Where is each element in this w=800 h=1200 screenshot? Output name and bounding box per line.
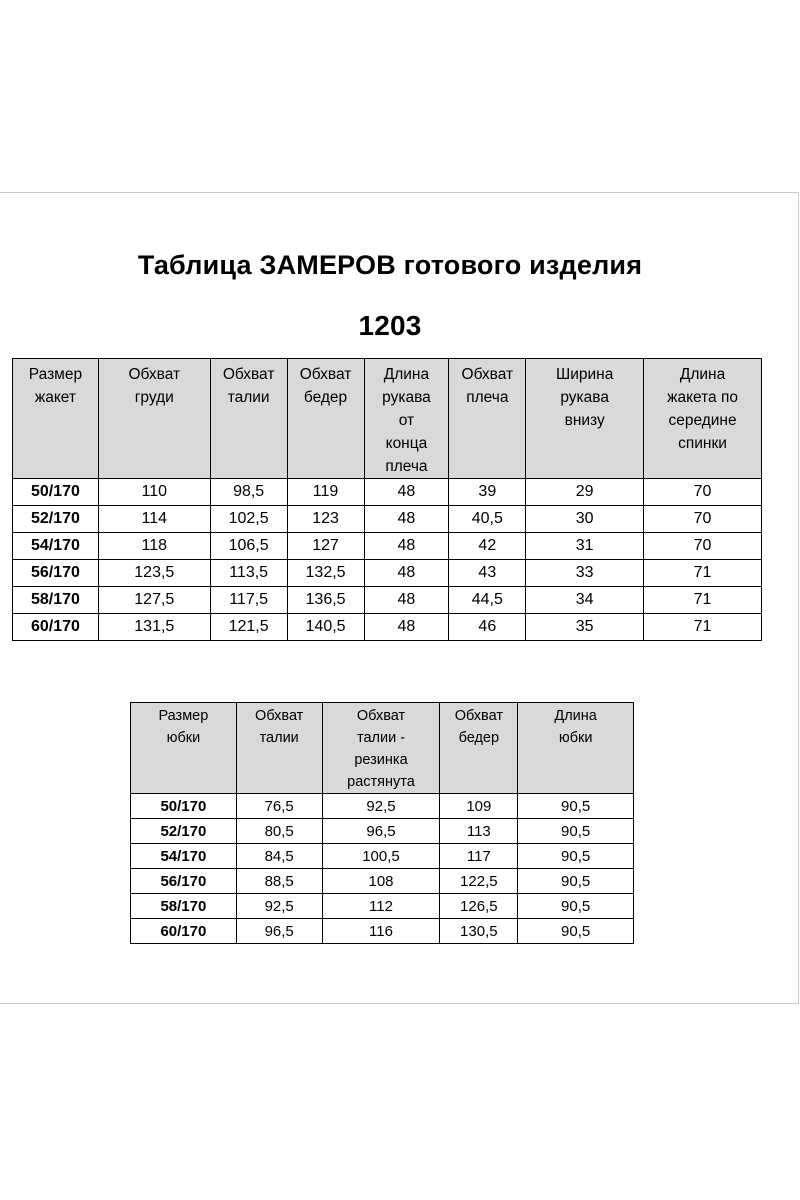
jacket-value-cell: 106,5 [210,533,287,560]
table-row [13,506,762,533]
jacket-value-cell: 136,5 [287,587,364,614]
jacket-value-cell: 70 [644,506,762,533]
jacket-value-cell: 132,5 [287,560,364,587]
jacket-header-line: Обхват [299,366,352,383]
skirt-header-cell [518,703,634,794]
jacket-header-line: спинки [678,435,727,452]
jacket-header-line: плеча [466,389,509,406]
skirt-header-cell [322,703,440,794]
jacket-header-line: середине [668,412,737,429]
skirt-size-cell: 52/170 [131,819,237,844]
model-number: 1203 [358,310,422,341]
table-row [131,794,634,819]
jacket-header-cell [364,359,449,479]
jacket-header-cell [210,359,287,479]
skirt-value-cell: 92,5 [236,894,322,919]
jacket-value-cell: 43 [449,560,526,587]
skirt-value-cell: 109 [440,794,518,819]
skirt-value-cell: 96,5 [236,919,322,944]
jacket-header-line: Размер [28,366,83,383]
jacket-value-cell: 48 [364,506,449,533]
skirt-header-cell [236,703,322,794]
jacket-value-cell: 44,5 [449,587,526,614]
skirt-size-cell: 50/170 [131,794,237,819]
skirt-header-cell [440,703,518,794]
skirt-value-cell: 117 [440,844,518,869]
skirt-table-header [131,703,634,794]
jacket-header-line: талии [227,389,270,406]
jacket-size-cell: 50/170 [13,479,99,506]
jacket-value-cell: 46 [449,614,526,641]
table-row [131,819,634,844]
skirt-value-cell: 80,5 [236,819,322,844]
skirt-value-cell: 90,5 [518,919,634,944]
jacket-value-cell: 118 [98,533,210,560]
jacket-value-cell: 140,5 [287,614,364,641]
jacket-value-cell: 71 [644,560,762,587]
jacket-size-cell: 58/170 [13,587,99,614]
skirt-value-cell: 96,5 [322,819,440,844]
skirt-value-cell: 84,5 [236,844,322,869]
jacket-value-cell: 33 [526,560,644,587]
skirt-header-line: резинка [354,752,408,768]
skirt-header-row [131,703,634,794]
table-row [13,587,762,614]
jacket-header-line: Длина [383,366,430,383]
skirt-value-cell: 112 [322,894,440,919]
jacket-value-cell: 70 [644,479,762,506]
jacket-table-header [13,359,762,479]
jacket-value-cell: 48 [364,560,449,587]
skirt-value-cell: 90,5 [518,819,634,844]
jacket-value-cell: 40,5 [449,506,526,533]
skirt-value-cell: 116 [322,919,440,944]
jacket-value-cell: 71 [644,614,762,641]
jacket-header-cell [287,359,364,479]
jacket-value-cell: 34 [526,587,644,614]
skirt-header-line: юбки [166,730,201,746]
jacket-value-cell: 35 [526,614,644,641]
jacket-header-line: конца [385,435,428,452]
jacket-value-cell: 39 [449,479,526,506]
jacket-value-cell: 71 [644,587,762,614]
skirt-header-cell [131,703,237,794]
jacket-table-body [13,479,762,641]
jacket-value-cell: 110 [98,479,210,506]
skirt-header-line: растянута [347,774,415,790]
jacket-value-cell: 114 [98,506,210,533]
skirt-value-cell: 92,5 [322,794,440,819]
jacket-value-cell: 131,5 [98,614,210,641]
skirt-header-line: Длина [554,708,597,724]
table-row [13,560,762,587]
jacket-header-line: жакет [34,389,77,406]
jacket-size-cell: 52/170 [13,506,99,533]
jacket-value-cell: 48 [364,587,449,614]
table-row [13,614,762,641]
skirt-value-cell: 122,5 [440,869,518,894]
skirt-header-line: юбки [558,730,593,746]
page-title: Таблица ЗАМЕРОВ готового изделия [137,250,643,280]
jacket-header-cell [526,359,644,479]
jacket-value-cell: 48 [364,614,449,641]
skirt-size-cell: 54/170 [131,844,237,869]
jacket-value-cell: 121,5 [210,614,287,641]
jacket-value-cell: 31 [526,533,644,560]
skirt-size-cell: 58/170 [131,894,237,919]
table-row [13,479,762,506]
jacket-value-cell: 42 [449,533,526,560]
table-row [131,894,634,919]
skirt-measurements-table [130,702,634,944]
jacket-header-line: плеча [385,458,428,475]
table-row [13,533,762,560]
jacket-header-line: Обхват [222,366,275,383]
skirt-header-line: бедер [458,730,500,746]
skirt-header-line: Размер [158,708,209,724]
skirt-value-cell: 108 [322,869,440,894]
jacket-header-line: жакета по [667,389,738,406]
jacket-header-row [13,359,762,479]
jacket-header-line: от [398,412,415,429]
jacket-size-cell: 60/170 [13,614,99,641]
jacket-value-cell: 48 [364,479,449,506]
skirt-value-cell: 90,5 [518,894,634,919]
jacket-value-cell: 70 [644,533,762,560]
skirt-value-cell: 88,5 [236,869,322,894]
skirt-header-line: Обхват [356,708,406,724]
jacket-header-line: груди [134,389,174,406]
jacket-header-line: Ширина [556,366,614,383]
table-row [131,844,634,869]
jacket-value-cell: 123,5 [98,560,210,587]
jacket-header-cell [13,359,99,479]
skirt-header-line: талии - [356,730,406,746]
skirt-value-cell: 113 [440,819,518,844]
jacket-header-line: Обхват [128,366,181,383]
skirt-size-cell: 56/170 [131,869,237,894]
skirt-value-cell: 130,5 [440,919,518,944]
jacket-size-cell: 54/170 [13,533,99,560]
skirt-value-cell: 100,5 [322,844,440,869]
jacket-header-line: рукава [382,389,431,406]
skirt-table-body [131,794,634,944]
jacket-header-line: Обхват [461,366,514,383]
jacket-value-cell: 113,5 [210,560,287,587]
skirt-value-cell: 126,5 [440,894,518,919]
table-row [131,919,634,944]
skirt-value-cell: 90,5 [518,869,634,894]
jacket-value-cell: 102,5 [210,506,287,533]
jacket-value-cell: 119 [287,479,364,506]
jacket-header-line: Длина [679,366,726,383]
jacket-value-cell: 127,5 [98,587,210,614]
jacket-value-cell: 123 [287,506,364,533]
jacket-value-cell: 48 [364,533,449,560]
jacket-header-cell [644,359,762,479]
jacket-header-line: внизу [564,412,605,429]
jacket-value-cell: 127 [287,533,364,560]
jacket-header-cell [98,359,210,479]
skirt-value-cell: 90,5 [518,844,634,869]
skirt-size-cell: 60/170 [131,919,237,944]
jacket-value-cell: 98,5 [210,479,287,506]
jacket-size-cell: 56/170 [13,560,99,587]
jacket-header-cell [449,359,526,479]
jacket-measurements-table [12,358,762,641]
jacket-header-line: рукава [560,389,609,406]
skirt-header-line: талии [259,730,299,746]
skirt-value-cell: 90,5 [518,794,634,819]
skirt-value-cell: 76,5 [236,794,322,819]
table-row [131,869,634,894]
jacket-value-cell: 117,5 [210,587,287,614]
jacket-value-cell: 30 [526,506,644,533]
skirt-header-line: Обхват [454,708,503,724]
skirt-header-line: Обхват [255,708,304,724]
jacket-value-cell: 29 [526,479,644,506]
jacket-header-line: бедер [303,389,348,406]
